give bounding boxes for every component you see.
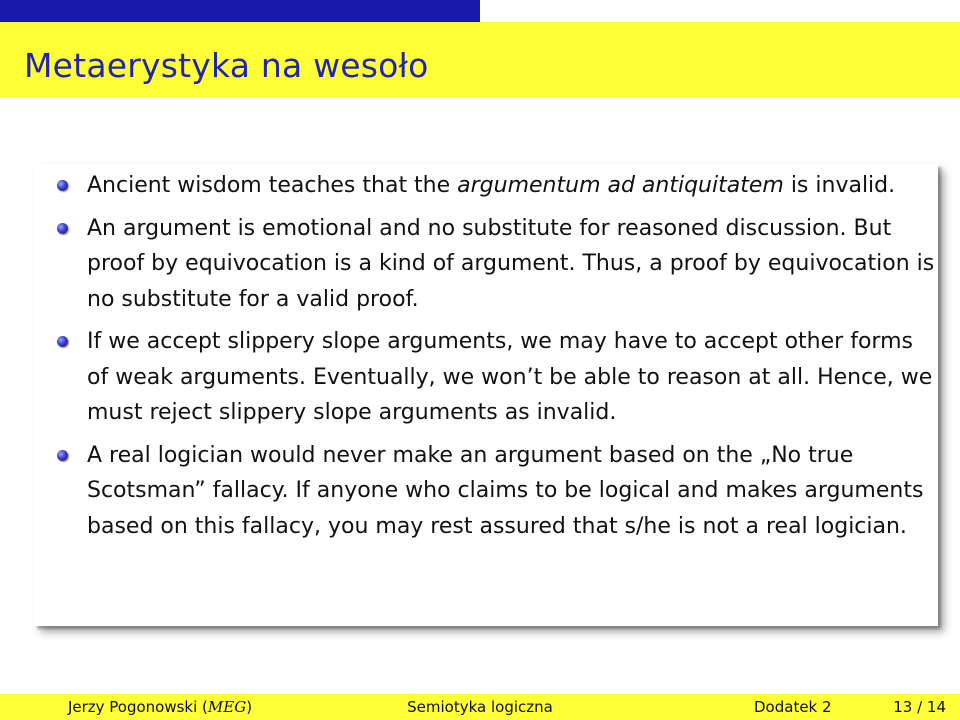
bullet-italic-text: argumentum ad antiquitatem [457, 173, 784, 198]
bullet-text: If we accept slippery slope arguments, we may have to accept other forms of weak arguments. Eventually, we won’t be able to reason at all. Hence, we must reject slippery slope arguments as invalid. [87, 329, 933, 425]
bullet-ball-icon [57, 450, 68, 461]
footer-section-info [640, 694, 960, 720]
bullet-text-end: is invalid. [783, 173, 896, 198]
footer-bar [0, 694, 960, 720]
footer-author-close: ) [246, 698, 253, 716]
list-item [56, 211, 936, 318]
footer-author [0, 694, 320, 720]
footer-course-title: Semiotyka logiczna [407, 698, 553, 716]
list-item [56, 324, 936, 431]
slide-title: Metaerystyka na wesoło [24, 46, 429, 85]
footer-course [320, 694, 640, 720]
top-navigation-strip [0, 0, 960, 22]
top-strip-blue [0, 0, 480, 22]
footer-page-counter: 13 / 14 [893, 698, 946, 716]
list-item [56, 168, 936, 204]
bullet-ball-icon [57, 336, 68, 347]
bullet-list [56, 168, 936, 551]
footer-section: Dodatek 2 [754, 698, 832, 716]
footer-author-name: Jerzy Pogonowski ( [67, 698, 208, 716]
bullet-text: Ancient wisdom teaches that the [87, 173, 458, 198]
bullet-ball-icon [57, 180, 68, 191]
bullet-ball-icon [57, 223, 68, 234]
title-bar [0, 22, 960, 97]
bullet-text: An argument is emotional and no substitute for reasoned discussion. But proof by equivocation is a kind of argument. Thus, a proof by equivocation is no substitute for a valid proof. [87, 215, 935, 312]
bullet-text: A real logician would never make an argument based on the „No true Scotsman” fallacy. If anyone who claims to be logical and makes arguments based on this fallacy, you may rest assured that s/he is not a real logician. [87, 442, 924, 539]
top-strip-white [480, 0, 960, 22]
list-item [56, 438, 936, 545]
footer-author-mark: MEG [207, 698, 247, 716]
